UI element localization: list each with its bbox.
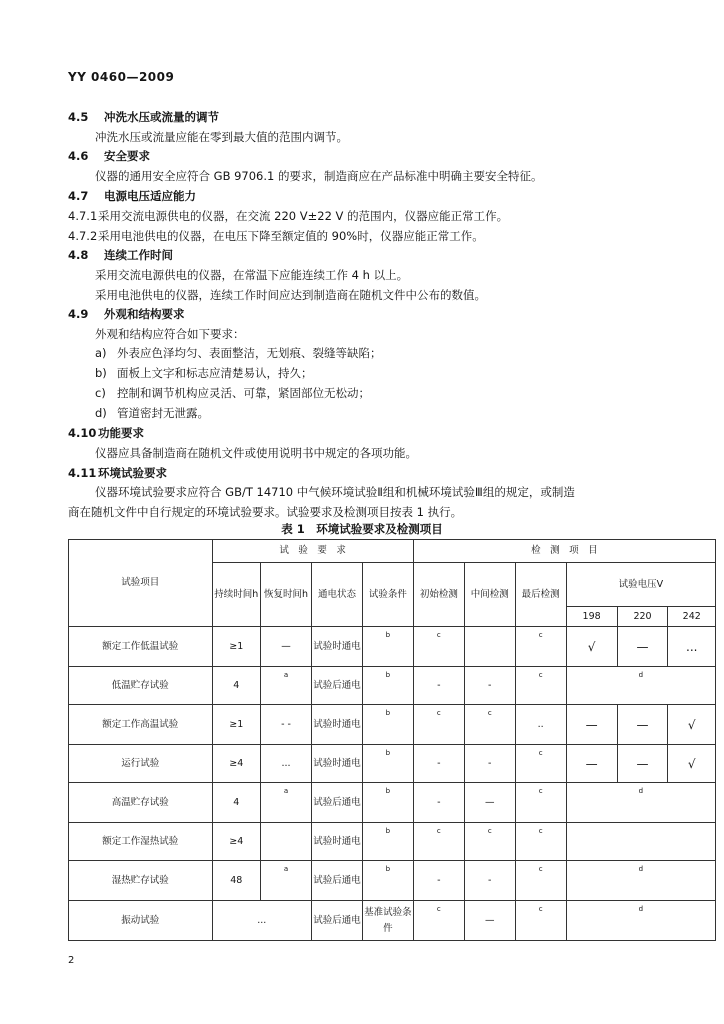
- table-row: [69, 861, 716, 901]
- paragraph-text: 采用交流电源供电的仪器，在交流 220 V±22 V 的范围内，仪器应能正常工作。: [98, 209, 509, 223]
- cell-recovery: a: [261, 783, 312, 823]
- list-marker: c): [95, 386, 106, 400]
- cell-v198: —: [566, 705, 617, 745]
- section-heading: [68, 247, 173, 263]
- cell-test-name: 高温贮存试验: [69, 783, 213, 823]
- cell-v198: √: [566, 627, 617, 667]
- cell-power: 试验时通电: [312, 627, 363, 667]
- cell-condition: 基准试验条件: [362, 901, 413, 941]
- table-row: [69, 783, 716, 823]
- header-voltage-220: 220: [617, 607, 668, 627]
- header-voltage-198: 198: [566, 607, 617, 627]
- section-heading: [68, 148, 150, 164]
- cell-recovery: [261, 823, 312, 861]
- list-item: [95, 365, 313, 381]
- list-item: [95, 345, 382, 361]
- cell-test-name: 振动试验: [69, 901, 213, 941]
- cell-power: 试验时通电: [312, 745, 363, 783]
- cell-v_merged: d: [566, 861, 715, 901]
- cell-power: 试验时通电: [312, 705, 363, 745]
- paragraph-text: 商在随机文件中自行规定的环境试验要求。试验要求及检测项目按表 1 执行。: [68, 505, 463, 519]
- cell-middle: —: [464, 901, 515, 941]
- list-marker: b): [95, 366, 107, 380]
- header-middle-check: 中间检测: [464, 563, 515, 627]
- section-heading: [68, 109, 219, 125]
- table-caption: 表 1 环境试验要求及检测项目: [281, 522, 443, 536]
- paragraph-text: 冲洗水压或流量应能在零到最大值的范围内调节。: [95, 130, 348, 144]
- cell-test-name: 额定工作高温试验: [69, 705, 213, 745]
- environment-test-table: [68, 539, 716, 941]
- standard-code: YY 0460—2009: [68, 70, 175, 84]
- table-row: [69, 823, 716, 861]
- cell-test-name: 额定工作低温试验: [69, 627, 213, 667]
- cell-condition: b: [362, 705, 413, 745]
- cell-v_merged: d: [566, 667, 715, 705]
- cell-v220: —: [617, 627, 668, 667]
- paragraph-line: [95, 267, 408, 283]
- cell-initial: -: [413, 783, 464, 823]
- cell-middle: c: [464, 823, 515, 861]
- cell-initial: c: [413, 901, 464, 941]
- paragraph-text: 功能要求: [98, 426, 144, 440]
- cell-middle: —: [464, 783, 515, 823]
- section-number: 4.7.2: [68, 229, 98, 243]
- paragraph-text: 冲洗水压或流量的调节: [104, 110, 219, 124]
- paragraph-line: [95, 445, 417, 461]
- cell-duration: 48: [212, 861, 261, 901]
- cell-v220: —: [617, 705, 668, 745]
- cell-condition: b: [362, 861, 413, 901]
- header-initial-check: 初始检测: [413, 563, 464, 627]
- list-marker: d): [95, 406, 107, 420]
- paragraph-line: [95, 484, 575, 500]
- paragraph-text: 仪器应具备制造商在随机文件或使用说明书中规定的各项功能。: [95, 446, 417, 460]
- section-number: 4.8: [68, 248, 89, 262]
- cell-v_merged: d: [566, 901, 715, 941]
- paragraph-text: 外观和结构应符合如下要求：: [95, 327, 245, 341]
- cell-condition: b: [362, 627, 413, 667]
- cell-test-name: 低温贮存试验: [69, 667, 213, 705]
- header-group-checks: 检 测 项 目: [413, 540, 715, 563]
- paragraph-text: 采用交流电源供电的仪器，在常温下应能连续工作 4 h 以上。: [95, 268, 409, 282]
- cell-power: 试验时通电: [312, 823, 363, 861]
- paragraph-line: [95, 287, 486, 303]
- paragraph-text: 环境试验要求: [98, 466, 167, 480]
- paragraph-text: 外观和结构要求: [104, 307, 185, 321]
- section-number: 4.11: [68, 466, 97, 480]
- section-heading: [68, 306, 185, 322]
- paragraph-text: 电源电压适应能力: [104, 189, 196, 203]
- header-test-voltage: 试验电压V: [566, 563, 715, 607]
- paragraph-line: [95, 326, 245, 342]
- header-final-check: 最后检测: [515, 563, 566, 627]
- paragraph-line: [95, 129, 348, 145]
- header-test-condition: 试验条件: [362, 563, 413, 627]
- cell-power: 试验后通电: [312, 783, 363, 823]
- paragraph-text: 控制和调节机构应灵活、可靠，紧固部位无松动；: [117, 386, 370, 400]
- section-number: 4.7.1: [68, 209, 98, 223]
- cell-final: c: [515, 901, 566, 941]
- header-recovery: 恢复时间h: [261, 563, 312, 627]
- cell-initial: -: [413, 861, 464, 901]
- cell-recovery: a: [261, 861, 312, 901]
- cell-duration: 4: [212, 667, 261, 705]
- cell-duration: 4: [212, 783, 261, 823]
- section-heading: [68, 425, 144, 441]
- paragraph-text: 仪器的通用安全应符合 GB 9706.1 的要求，制造商应在产品标准中明确主要安全特征。: [95, 169, 543, 183]
- cell-middle: [464, 627, 515, 667]
- cell-initial: c: [413, 627, 464, 667]
- paragraph-text: 仪器环境试验要求应符合 GB/T 14710 中气候环境试验Ⅱ组和机械环境试验Ⅲ组的规定，或制造: [95, 485, 575, 499]
- cell-duration_merged: ...: [212, 901, 312, 941]
- paragraph-line: [68, 208, 508, 224]
- list-item: [95, 385, 370, 401]
- list-marker: a): [95, 346, 107, 360]
- section-heading: [68, 188, 196, 204]
- cell-duration: ≥4: [212, 745, 261, 783]
- cell-initial: -: [413, 667, 464, 705]
- cell-middle: c: [464, 705, 515, 745]
- cell-final: c: [515, 861, 566, 901]
- cell-initial: -: [413, 745, 464, 783]
- cell-final: c: [515, 823, 566, 861]
- cell-final: c: [515, 783, 566, 823]
- header-voltage-242: 242: [668, 607, 716, 627]
- header-group-requirements: 试 验 要 求: [212, 540, 413, 563]
- cell-recovery: a: [261, 667, 312, 705]
- section-number: 4.5: [68, 110, 89, 124]
- cell-v242: √: [668, 705, 716, 745]
- cell-final: c: [515, 667, 566, 705]
- cell-power: 试验后通电: [312, 861, 363, 901]
- cell-duration: ≥1: [212, 705, 261, 745]
- table-body: [69, 627, 716, 941]
- paragraph-line: [68, 504, 462, 520]
- cell-final: c: [515, 627, 566, 667]
- section-number: 4.10: [68, 426, 97, 440]
- paragraph-line: [95, 168, 543, 184]
- cell-final: c: [515, 745, 566, 783]
- cell-power: 试验后通电: [312, 667, 363, 705]
- cell-v220: —: [617, 745, 668, 783]
- cell-recovery: ...: [261, 745, 312, 783]
- table-row: [69, 745, 716, 783]
- cell-initial: c: [413, 705, 464, 745]
- paragraph-text: 管道密封无泄露。: [117, 406, 209, 420]
- paragraph-text: 面板上文字和标志应清楚易认，持久；: [117, 366, 313, 380]
- paragraph-text: 安全要求: [104, 149, 150, 163]
- cell-test-name: 湿热贮存试验: [69, 861, 213, 901]
- cell-condition: b: [362, 667, 413, 705]
- cell-condition: b: [362, 783, 413, 823]
- table-row: [69, 901, 716, 941]
- header-test-item: 试验项目: [69, 540, 213, 627]
- header-power-state: 通电状态: [312, 563, 363, 627]
- cell-v_merged: d: [566, 783, 715, 823]
- section-number: 4.9: [68, 307, 89, 321]
- cell-test-name: 额定工作湿热试验: [69, 823, 213, 861]
- cell-condition: b: [362, 823, 413, 861]
- cell-recovery: —: [261, 627, 312, 667]
- page-number: 2: [68, 955, 75, 966]
- cell-v198: —: [566, 745, 617, 783]
- table-row: [69, 627, 716, 667]
- section-heading: [68, 465, 167, 481]
- cell-middle: -: [464, 861, 515, 901]
- paragraph-text: 外表应色泽均匀、表面整洁，无划痕、裂缝等缺陷；: [117, 346, 382, 360]
- cell-initial: c: [413, 823, 464, 861]
- cell-power: 试验后通电: [312, 901, 363, 941]
- header-duration: 持续时间h: [212, 563, 261, 627]
- cell-middle: -: [464, 745, 515, 783]
- paragraph-text: 采用电池供电的仪器，连续工作时间应达到制造商在随机文件中公布的数值。: [95, 288, 486, 302]
- cell-v242: √: [668, 745, 716, 783]
- list-item: [95, 405, 209, 421]
- cell-v242: ...: [668, 627, 716, 667]
- cell-v_merged: [566, 823, 715, 861]
- cell-middle: -: [464, 667, 515, 705]
- cell-condition: b: [362, 745, 413, 783]
- section-number: 4.7: [68, 189, 89, 203]
- section-number: 4.6: [68, 149, 89, 163]
- cell-recovery: - -: [261, 705, 312, 745]
- cell-duration: ≥4: [212, 823, 261, 861]
- table-row: [69, 705, 716, 745]
- cell-duration: ≥1: [212, 627, 261, 667]
- paragraph-line: [68, 228, 484, 244]
- table-row: [69, 667, 716, 705]
- paragraph-text: 连续工作时间: [104, 248, 173, 262]
- cell-final: ..: [515, 705, 566, 745]
- cell-test-name: 运行试验: [69, 745, 213, 783]
- paragraph-text: 采用电池供电的仪器，在电压下降至额定值的 90%时，仪器应能正常工作。: [98, 229, 484, 243]
